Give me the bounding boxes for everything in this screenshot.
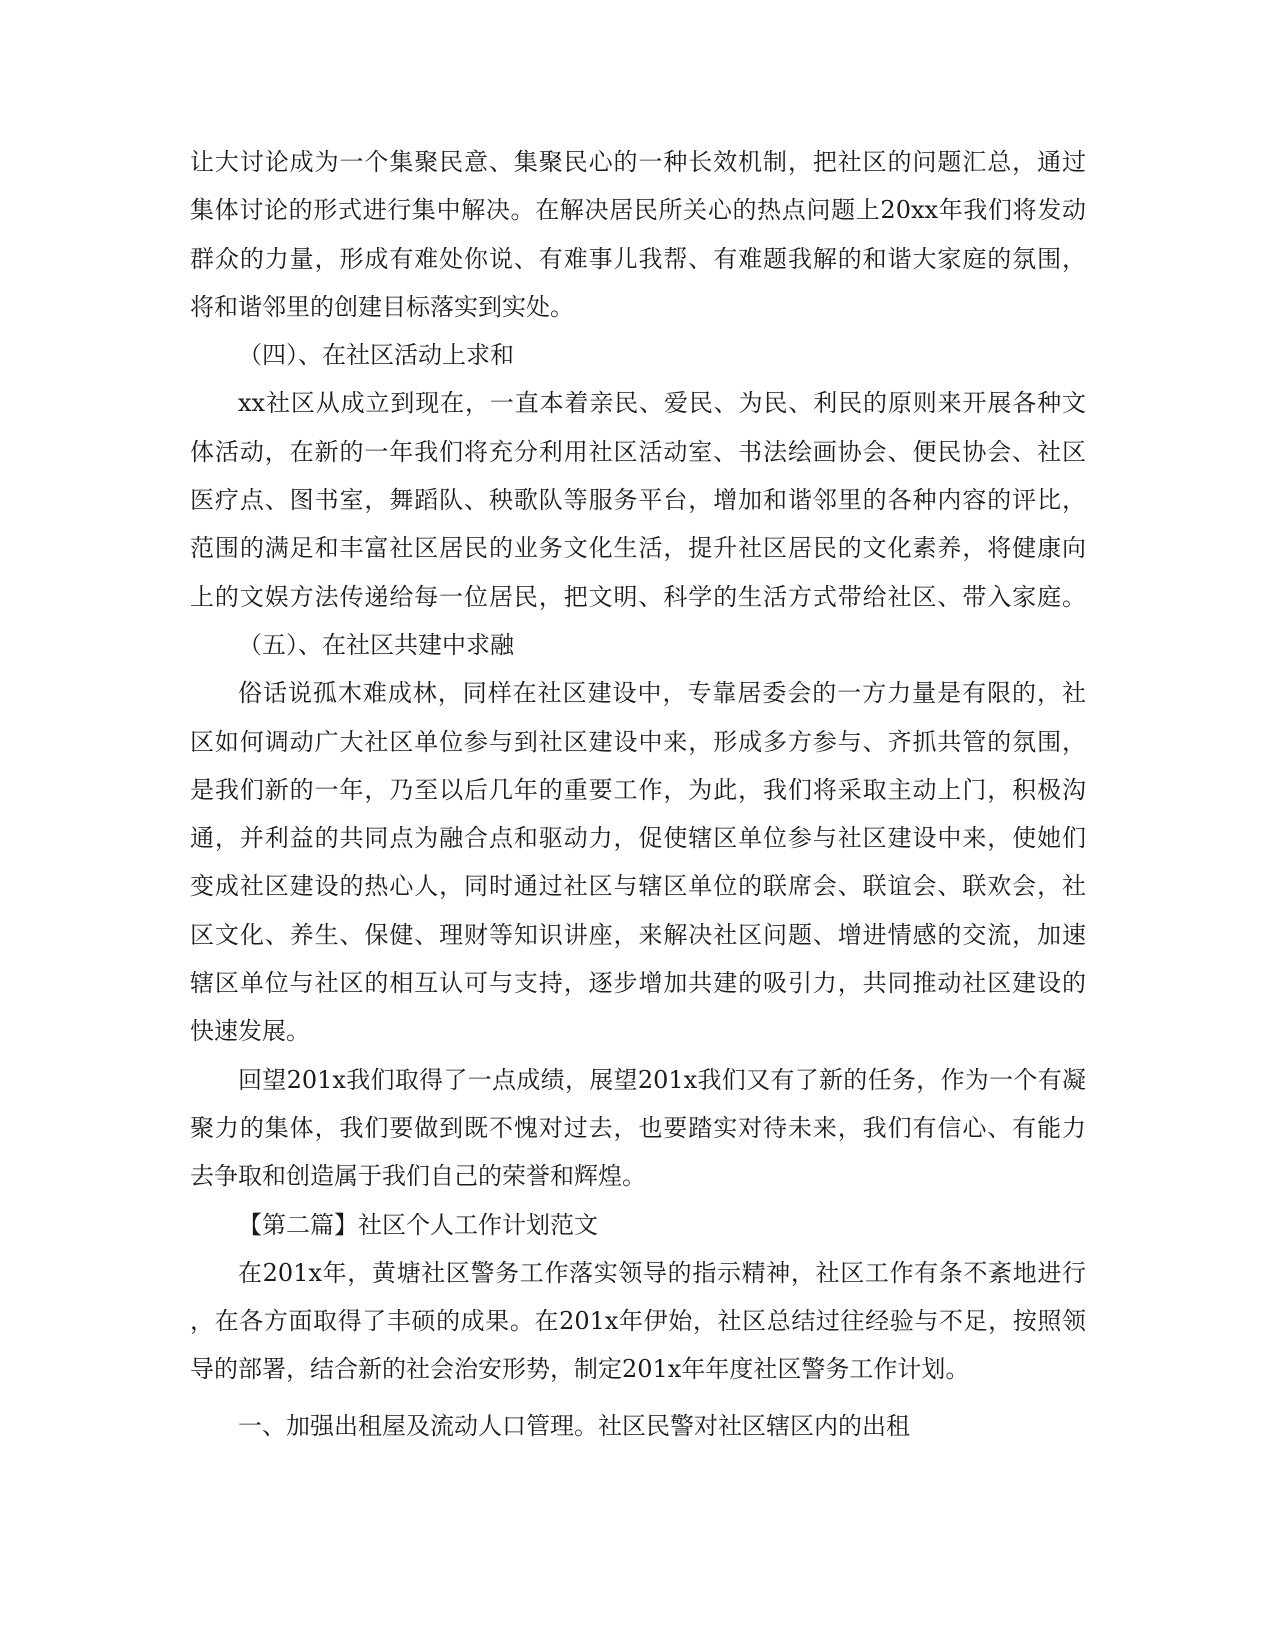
paragraph-line: 区如何调动广大社区单位参与到社区建设中来，形成多方参与、齐抓共管的氛围，	[190, 727, 1086, 756]
section-heading: （五）、在社区共建中求融	[238, 630, 514, 659]
paragraph-line: 医疗点、图书室，舞蹈队、秧歌队等服务平台，增加和谐邻里的各种内容的评比，	[190, 486, 1086, 515]
paragraph-line: 将和谐邻里的创建目标落实到实处。	[190, 292, 574, 321]
paragraph-line: 体活动，在新的一年我们将充分利用社区活动室、书法绘画协会、便民协会、社区	[190, 437, 1086, 466]
paragraph-line: 区文化、养生、保健、理财等知识讲座，来解决社区问题、增进情感的交流，加速	[190, 920, 1086, 949]
article-title: 【第二篇】社区个人工作计划范文	[238, 1210, 598, 1239]
paragraph-line: 辖区单位与社区的相互认可与支持，逐步增加共建的吸引力，共同推动社区建设的	[190, 969, 1086, 998]
paragraph-line: xx社区从成立到现在，一直本着亲民、爱民、为民、利民的原则来开展各种文	[238, 389, 1086, 418]
paragraph-line: ，在各方面取得了丰硕的成果。在201x年伊始，社区总结过往经验与不足，按照领	[190, 1307, 1086, 1336]
paragraph-line: 导的部署，结合新的社会治安形势，制定201x年年度社区警务工作计划。	[190, 1355, 970, 1384]
paragraph-line: 让大讨论成为一个集聚民意、集聚民心的一种长效机制，把社区的问题汇总，通过	[190, 148, 1086, 176]
paragraph-line: 快速发展。	[190, 1017, 310, 1046]
paragraph-line: 范围的满足和丰富社区居民的业务文化生活，提升社区居民的文化素养，将健康向	[190, 534, 1086, 563]
paragraph-line: 群众的力量，形成有难处你说、有难事儿我帮、有难题我解的和谐大家庭的氛围，	[190, 244, 1086, 273]
paragraph-line: 俗话说孤木难成林，同样在社区建设中，专靠居委会的一方力量是有限的，社	[238, 679, 1086, 708]
paragraph-line: 聚力的集体，我们要做到既不愧对过去，也要踏实对待未来，我们有信心、有能力	[190, 1113, 1086, 1142]
paragraph-line: 回望201x我们取得了一点成绩，展望201x我们又有了新的任务，作为一个有凝	[238, 1065, 1086, 1094]
paragraph-line: 在201x年，黄塘社区警务工作落实领导的指示精神，社区工作有条不紊地进行	[238, 1258, 1086, 1287]
paragraph-line: 通，并利益的共同点为融合点和驱动力，促使辖区单位参与社区建设中来，使她们	[190, 824, 1086, 853]
paragraph-line: 变成社区建设的热心人，同时通过社区与辖区单位的联席会、联谊会、联欢会，社	[190, 872, 1086, 901]
paragraph-line: 是我们新的一年，乃至以后几年的重要工作，为此，我们将采取主动上门，积极沟	[190, 775, 1086, 804]
document-body	[190, 138, 1086, 1450]
paragraph-line: 集体讨论的形式进行集中解决。在解决居民所关心的热点问题上20xx年我们将发动	[190, 196, 1086, 225]
paragraph-line: 去争取和创造属于我们自己的荣誉和辉煌。	[190, 1162, 646, 1191]
section-heading: （四）、在社区活动上求和	[238, 341, 514, 370]
paragraph-line: 一、加强出租屋及流动人口管理。社区民警对社区辖区内的出租	[238, 1411, 910, 1440]
paragraph-spacer	[190, 1394, 1086, 1402]
paragraph-line: 上的文娱方法传递给每一位居民，把文明、科学的生活方式带给社区、带入家庭。	[190, 582, 1086, 611]
